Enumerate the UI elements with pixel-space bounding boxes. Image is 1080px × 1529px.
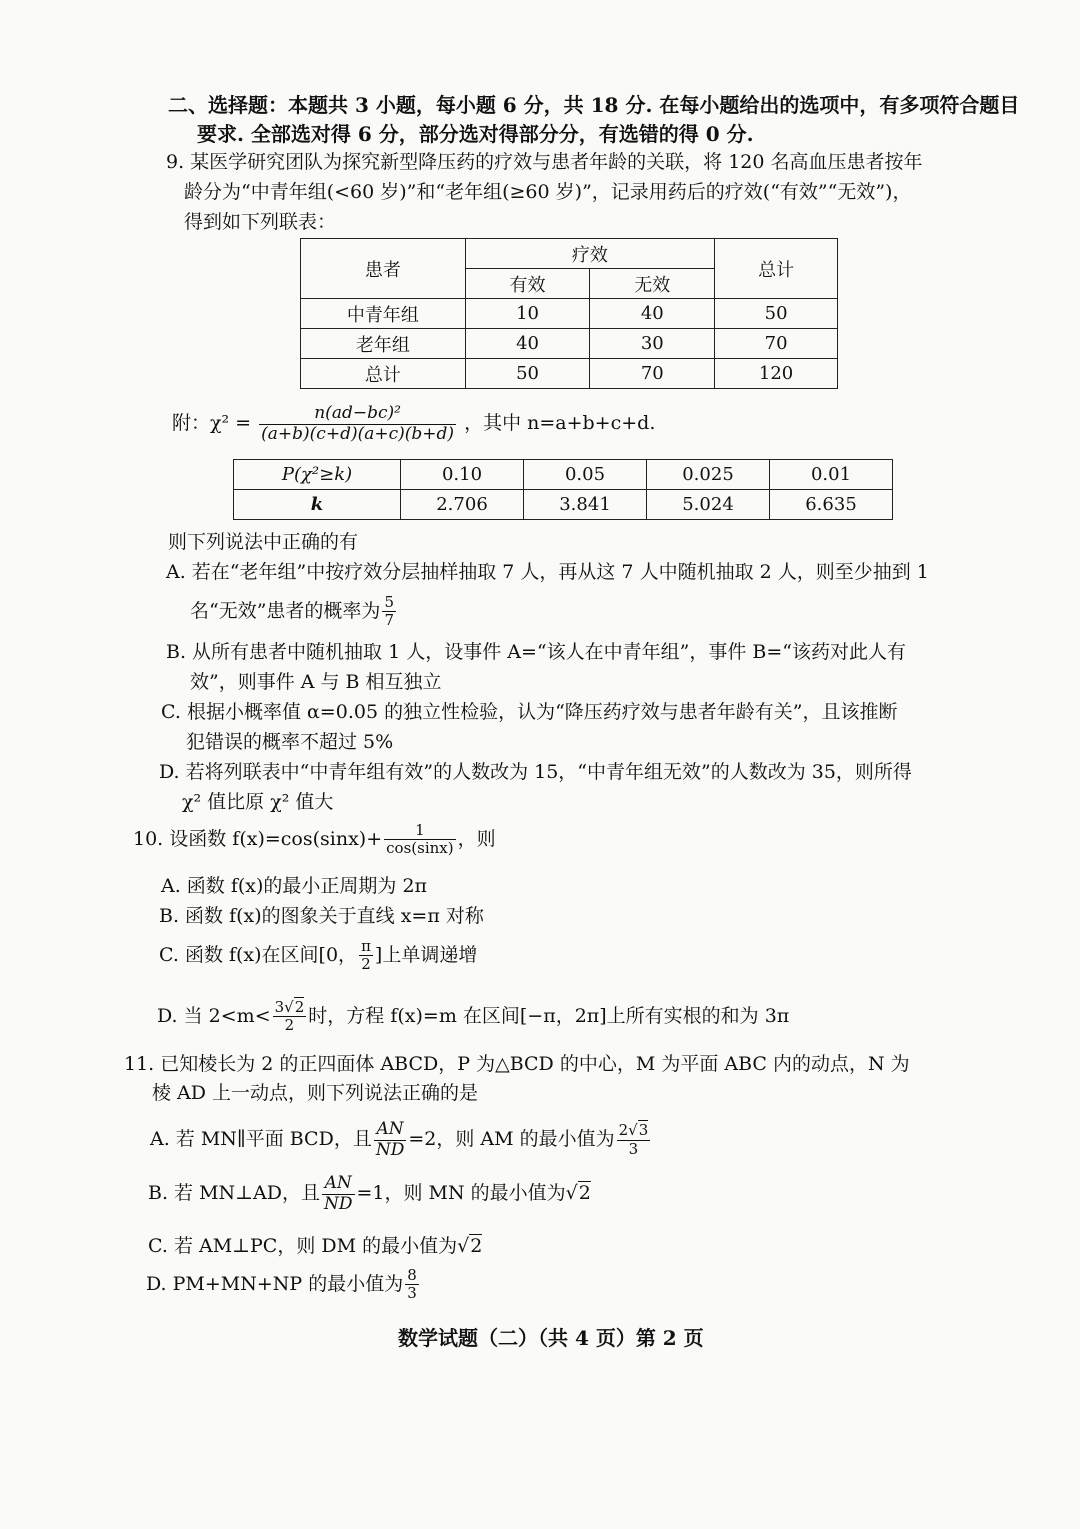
denominator: 3: [407, 1284, 417, 1303]
p-label: P(χ²≥k): [234, 460, 401, 490]
coefficient: 3: [274, 998, 285, 1016]
q9-option-c-line2: 犯错误的概率不超过 5%: [186, 731, 394, 753]
table-header-patient: 患者: [301, 239, 466, 299]
q10-option-d: [157, 999, 789, 1035]
denominator: ND: [375, 1139, 405, 1160]
k-value: 2.706: [401, 490, 524, 520]
q11-option-a: [150, 1120, 652, 1160]
option-mid: =1，则 MN 的最小值为: [356, 1182, 566, 1205]
option-text: D. PM+MN+NP 的最小值为: [146, 1272, 404, 1295]
k-label: k: [234, 490, 401, 520]
radicand: 2: [470, 1235, 483, 1257]
table-header-total: 总计: [715, 239, 838, 299]
option-text: A. 若 MN∥平面 BCD，且: [150, 1128, 372, 1151]
row-label: 老年组: [301, 329, 466, 359]
numerator: AN: [322, 1174, 355, 1195]
q10-stem: [133, 822, 496, 858]
q9-stem-line2: 龄分为“中青年组(<60 岁)”和“老年组(≥60 岁)”，记录用药后的疗效(“有效”“无效”)，: [184, 181, 912, 203]
table-header-effect: 疗效: [465, 239, 715, 269]
formula-denominator: (a+b)(c+d)(a+c)(b+d): [261, 423, 455, 444]
q9-option-b-line1: B. 从所有患者中随机抽取 1 人，设事件 A=“该人在中青年组”，事件 B=“该药对此人有: [166, 641, 906, 663]
k-value: 5.024: [647, 490, 770, 520]
table-row: [234, 490, 893, 520]
chi-square-formula: [172, 404, 655, 444]
fraction: [384, 822, 455, 858]
section-header-line2: 要求. 全部选对得 6 分，部分选对得部分分，有选错的得 0 分.: [197, 122, 754, 146]
p-value: 0.01: [770, 460, 893, 490]
coefficient: 2: [618, 1121, 629, 1140]
stem-tail: ，则: [457, 827, 496, 850]
fraction: [374, 1120, 407, 1160]
q9-option-b-line2: 效”，则事件 A 与 B 相互独立: [190, 671, 442, 693]
option-text: C. 若 AM⊥PC，则 DM 的最小值为: [148, 1235, 458, 1257]
critical-value-table: [233, 459, 893, 520]
q9-stem-line1: 9. 某医学研究团队为探究新型降压药的疗效与患者年龄的关联，将 120 名高血压患者按年: [166, 151, 923, 173]
cell-valid: 40: [465, 329, 590, 359]
fraction: [405, 1267, 419, 1303]
page-footer: 数学试题（二）（共 4 页）第 2 页: [398, 1326, 704, 1350]
cell-invalid: 70: [590, 359, 715, 389]
q10-option-a: A. 函数 f(x)的最小正周期为 2π: [161, 875, 428, 897]
q11-option-d: [146, 1267, 421, 1303]
q9-option-a-line1: A. 若在“老年组”中按疗效分层抽样抽取 7 人，再从这 7 人中随机抽取 2 人，则至少抽到 1: [166, 561, 929, 583]
q9-option-d-line2: χ² 值比原 χ² 值大: [182, 791, 334, 813]
sqrt: √2: [457, 1235, 483, 1257]
table-row: [301, 299, 838, 329]
option-text: C. 函数 f(x)在区间[0，: [159, 943, 358, 966]
row-label: 中青年组: [301, 299, 466, 329]
table-header-valid: 有效: [465, 269, 590, 299]
contingency-table: [300, 238, 838, 389]
cell-total: 50: [715, 299, 838, 329]
q9-prompt: 则下列说法中正确的有: [168, 531, 359, 553]
p-value: 0.10: [401, 460, 524, 490]
radicand: 2: [294, 998, 305, 1016]
q11-option-b: [148, 1174, 591, 1214]
q10-option-c: [159, 938, 477, 974]
q11-option-c: [148, 1235, 482, 1258]
denominator: 7: [384, 611, 394, 630]
numerator: 5: [384, 593, 394, 611]
formula-numerator: n(ad−bc)²: [259, 404, 456, 425]
cell-invalid: 40: [590, 299, 715, 329]
numerator: [273, 999, 307, 1017]
denominator: ND: [323, 1193, 353, 1214]
denominator: 2: [361, 955, 371, 974]
p-value: 0.025: [647, 460, 770, 490]
option-text: 名“无效”患者的概率为: [190, 599, 381, 622]
radicand: 2: [578, 1182, 591, 1205]
fraction: [322, 1174, 355, 1214]
q9-option-d-line1: D. 若将列联表中“中青年组有效”的人数改为 15，“中青年组无效”的人数改为 35，则所得: [159, 761, 912, 783]
q11-stem-line1: 11. 已知棱长为 2 的正四面体 ABCD，P 为△BCD 的中心，M 为平面 ABC 内的动点，N 为: [124, 1053, 910, 1075]
numerator: [617, 1122, 651, 1140]
table-header-invalid: 无效: [590, 269, 715, 299]
denominator: 3: [628, 1139, 639, 1158]
option-tail: ]上单调递增: [374, 943, 478, 966]
section-header-line1: 二、选择题：本题共 3 小题，每小题 6 分，共 18 分. 在每小题给出的选项中，有多项符合题目: [168, 93, 1020, 117]
formula-fraction: [259, 404, 456, 444]
option-text: D. 当 2<m<: [157, 1004, 271, 1027]
numerator: 8: [407, 1266, 417, 1284]
row-label: 总计: [301, 359, 466, 389]
formula-prefix: 附：χ² =: [172, 412, 252, 435]
cell-invalid: 30: [590, 329, 715, 359]
fraction: [359, 938, 373, 974]
formula-suffix: ，其中 n=a+b+c+d.: [464, 412, 656, 435]
fraction: [617, 1122, 651, 1158]
denominator: cos(sinx): [386, 839, 454, 858]
sqrt: √2: [565, 1182, 591, 1205]
denominator: 2: [284, 1016, 295, 1035]
sqrt: √2: [284, 998, 305, 1016]
k-value: 6.635: [770, 490, 893, 520]
option-text: B. 若 MN⊥AD，且: [148, 1182, 320, 1205]
q9-option-c-line1: C. 根据小概率值 α=0.05 的独立性检验，认为“降压药疗效与患者年龄有关”，且该推断: [161, 701, 898, 723]
sqrt: √3: [628, 1121, 649, 1140]
fraction: [382, 594, 396, 630]
numerator: 1: [384, 822, 455, 840]
q9-stem-line3: 得到如下列联表：: [184, 211, 337, 233]
k-value: 3.841: [524, 490, 647, 520]
radicand: 3: [638, 1121, 649, 1140]
numerator: π: [361, 937, 371, 955]
p-value: 0.05: [524, 460, 647, 490]
q11-stem-line2: 棱 AD 上一动点，则下列说法正确的是: [152, 1082, 479, 1104]
cell-valid: 10: [465, 299, 590, 329]
numerator: AN: [374, 1120, 407, 1141]
q10-option-b: B. 函数 f(x)的图象关于直线 x=π 对称: [159, 905, 484, 927]
option-tail: 时，方程 f(x)=m 在区间[−π，2π]上所有实根的和为 3π: [308, 1004, 790, 1027]
cell-total: 120: [715, 359, 838, 389]
q9-option-a-line2: [190, 594, 398, 630]
stem-text: 10. 设函数 f(x)=cos(sinx)+: [133, 827, 383, 850]
table-row: [301, 359, 838, 389]
option-mid: =2，则 AM 的最小值为: [408, 1128, 615, 1151]
table-row: [234, 460, 893, 490]
table-row: [301, 329, 838, 359]
cell-total: 70: [715, 329, 838, 359]
fraction: [273, 999, 307, 1035]
cell-valid: 50: [465, 359, 590, 389]
